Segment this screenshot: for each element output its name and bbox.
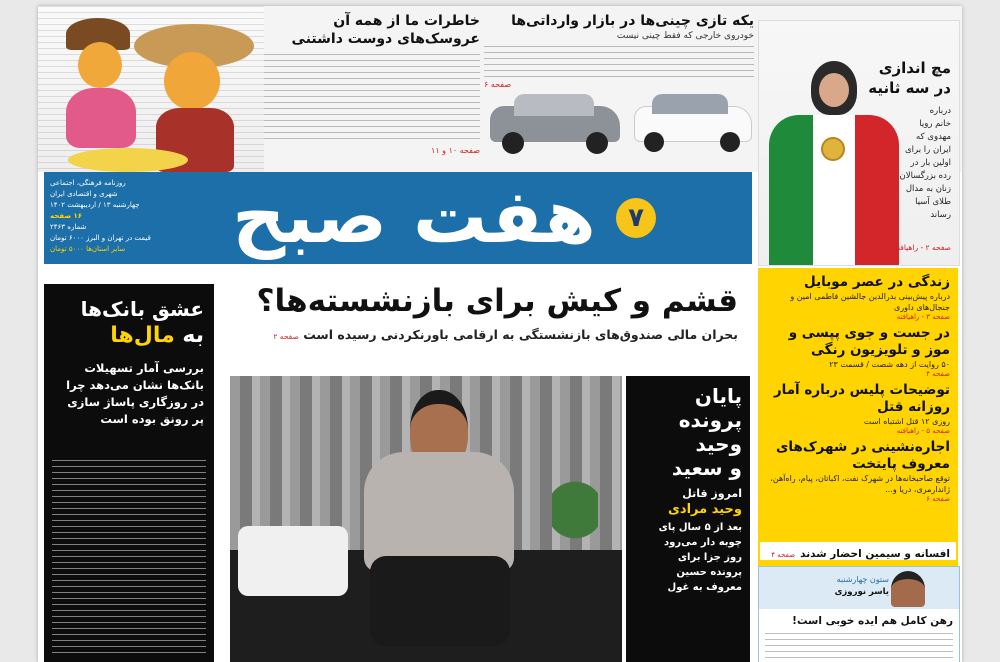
left-dark-column[interactable] — [44, 284, 214, 662]
columnist-author: یاسر نوروزی — [834, 587, 889, 597]
top-mid-title: یکه تازی چینی‌ها در بازار وارداتی‌ها — [511, 13, 754, 29]
columnist-title: رهن کامل هم ایده خوبی است! — [792, 615, 953, 627]
athlete-medal-icon — [821, 137, 845, 161]
left-col-title-1: عشق بانک‌ها — [80, 297, 204, 321]
right-item-2[interactable] — [758, 321, 958, 378]
right-item-3[interactable] — [758, 378, 958, 435]
right-footer-strip-text: افسانه و سیمین احضار شدند — [800, 548, 950, 560]
right-item-3-desc: روزی ۱۲ قتل اشتباه است — [863, 417, 950, 426]
right-item-4[interactable] — [758, 435, 958, 503]
plant — [552, 466, 598, 576]
columnist-box[interactable] — [758, 566, 960, 662]
left-col-lead: بررسی آمار تسهیلات بانک‌ها نشان می‌دهد چرا در روزگاری پاساژ سازی پر رونق بوده است — [66, 361, 204, 426]
right-footer-strip-ref: صفحه ۴ — [771, 551, 796, 559]
couch-cushion — [238, 526, 348, 596]
top-left-title-1: خاطرات ما از همه آن — [333, 13, 480, 29]
puppet-base — [68, 148, 188, 172]
right-item-1-ref: صفحه ۳ - راهیافته — [896, 313, 950, 321]
puppet-face-2 — [164, 52, 220, 110]
top-mid-body-text — [484, 46, 754, 80]
photo-story-name: وحید مرادی — [668, 502, 742, 517]
right-item-2-title: در جست و جوی پپسی و موز و تلویزیون رنگی — [788, 325, 950, 358]
right-item-4-desc: توقع صاحبخانه‌ها در شهرک نفت، اکباتان، پیام، راه‌آهن، ژاندارمری، دریا و... — [770, 474, 950, 494]
man-legs — [370, 556, 510, 646]
puppet-face-1 — [78, 42, 122, 88]
athlete-ref: صفحه ۲ - راهیافته — [893, 243, 951, 252]
photo-story-box[interactable] — [626, 376, 750, 662]
masthead-logo: هفت صبح — [232, 174, 596, 260]
right-item-1-title: زندگی در عصر موبایل — [804, 274, 950, 290]
right-item-3-ref: صفحه ۵ - راهیافته — [896, 427, 950, 435]
columnist-body-text — [765, 633, 953, 661]
top-left-title-2: عروسک‌های دوست داشتنی — [291, 31, 480, 47]
car-image-right — [630, 86, 754, 158]
athlete-title-2: در سه ثانیه — [868, 79, 951, 97]
masthead — [44, 172, 752, 264]
athlete-title-1: مچ اندازی — [878, 59, 951, 77]
athlete-box[interactable] — [758, 20, 960, 266]
puppet-body-1 — [66, 88, 136, 148]
man-shirt — [364, 452, 514, 572]
main-subtitle-ref: صفحه ۲ — [273, 332, 299, 341]
right-footer-strip[interactable] — [758, 540, 958, 562]
car-image-left — [484, 88, 626, 158]
left-col-title-2-prefix: به — [182, 323, 204, 348]
main-headline[interactable]: قشم و کیش برای بازنشسته‌ها؟ — [256, 283, 738, 319]
right-item-1-desc: درباره پیش‌بینی بدرالدین جالشین فاطمی امین و جنجال‌های داوری — [790, 292, 950, 312]
athlete-face — [819, 73, 849, 107]
top-left-body-text — [264, 54, 480, 142]
main-subtitle: بحران مالی صندوق‌های بازنشستگی به ارقامی باورنکردنی رسیده است صفحه ۲ — [273, 327, 738, 342]
athlete-body: درباره خانم رویا مهدوی که ایران را برای اولین بار در رده بزرگسالان زنان به مدال طلای آسیا رساند — [899, 106, 951, 220]
columnist-avatar — [891, 571, 925, 607]
columnist-section: ستون چهارشنبه — [836, 575, 889, 584]
top-mid-ref: صفحه ۶ — [484, 80, 512, 89]
top-left-ref: صفحه ۱۰ و ۱۱ — [431, 146, 480, 155]
right-yellow-column — [758, 268, 958, 566]
photo-story-intro: امروز قاتل — [682, 487, 742, 500]
top-mid-story[interactable] — [484, 12, 754, 168]
main-photo[interactable] — [230, 376, 622, 662]
photo-story-title: پایان پرونده وحید و سعید — [671, 384, 742, 480]
right-item-4-title: اجاره‌نشینی در شهرک‌های معروف پایتخت — [776, 439, 950, 472]
right-item-3-title: توضیحات پلیس درباره آمار روزانه قتل — [773, 382, 950, 415]
right-item-2-ref: صفحه ۴ — [926, 370, 950, 378]
masthead-numeral: ۷ — [616, 198, 656, 238]
left-col-body-text — [52, 460, 206, 656]
puppets-photo — [38, 6, 264, 172]
right-item-2-desc: ۵۰ روایت از دهه شصت / قسمت ۲۳ — [829, 360, 950, 369]
masthead-info: روزنامه فرهنگی، اجتماعی شهری و اقتصادی ایران چهارشنبه ۱۳ / اردیبهشت ۱۴۰۲ ۱۶ صفحه شماره ۲۴۶۳ قیمت در تهران و البرز ۶۰۰۰ تومان سایر استان‌ها ۵۰۰۰ تومان — [50, 179, 151, 253]
photo-story-body: بعد از ۵ سال پای چوبه دار می‌رود روز جزا برای پرونده حسین معروف به غول — [658, 522, 742, 593]
newspaper-front-page — [38, 6, 962, 662]
top-left-story[interactable] — [264, 12, 480, 162]
right-item-4-ref: صفحه ۶ — [926, 495, 950, 503]
top-mid-subtitle: خودروی خارجی که فقط چینی نیست — [616, 31, 754, 41]
left-col-title-2 — [44, 322, 214, 350]
right-item-1[interactable] — [758, 268, 958, 321]
left-col-title-2-highlight: مال‌ها — [110, 323, 175, 348]
